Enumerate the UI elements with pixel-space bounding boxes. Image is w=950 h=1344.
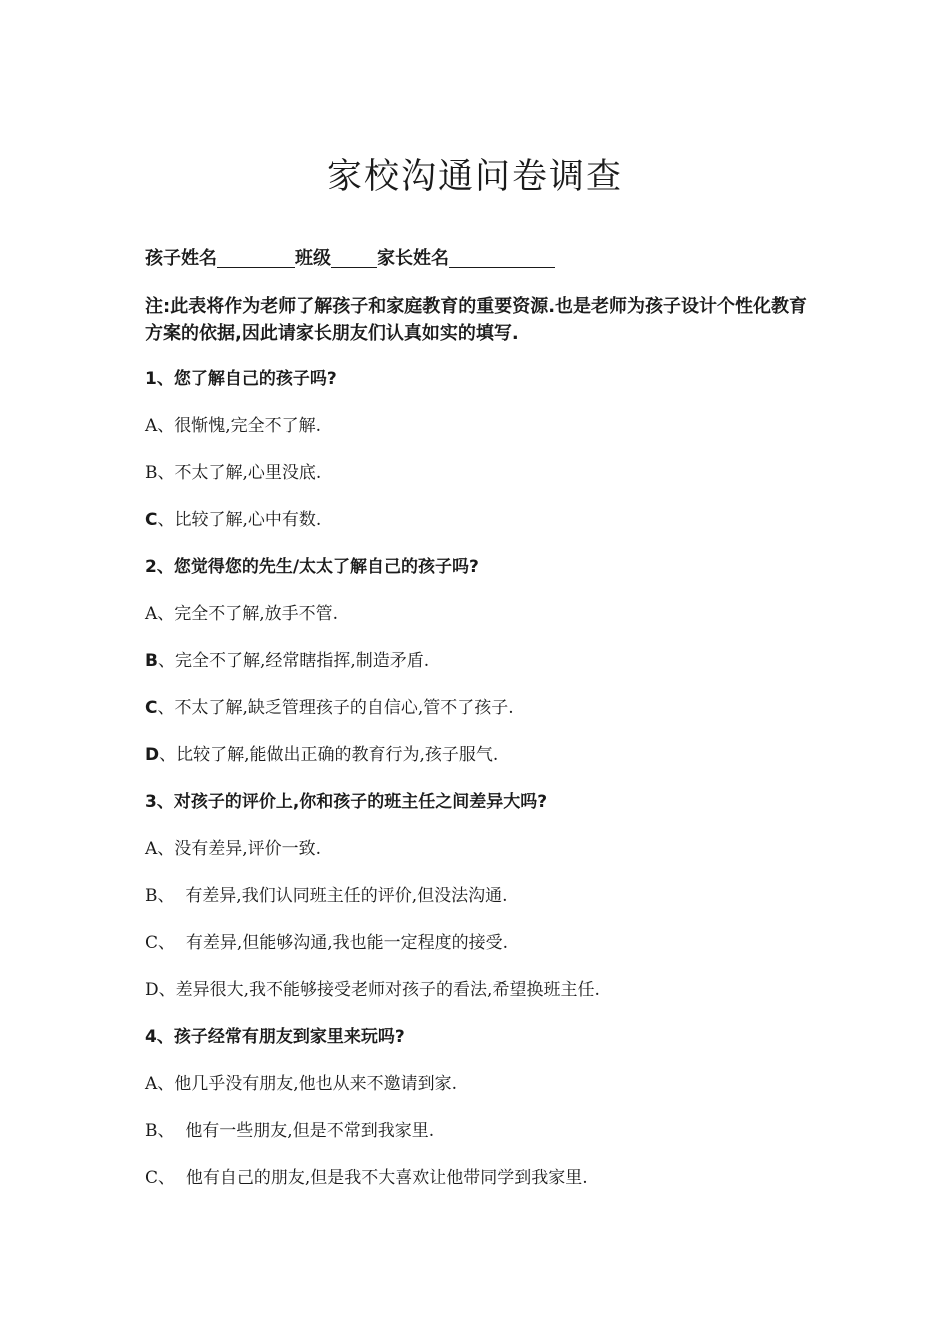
- option-text: 不太了解,心里没底.: [174, 463, 322, 483]
- option-text: 没有差异,评价一致.: [174, 839, 322, 859]
- option-letter: A: [145, 604, 158, 624]
- option-q1-2[interactable]: [145, 507, 810, 554]
- option-letter: C: [145, 933, 159, 953]
- option-q3-1[interactable]: [145, 883, 810, 930]
- question-4: 4、孩子经常有朋友到家里来玩吗?: [145, 1027, 405, 1047]
- option-letter: B: [145, 463, 158, 483]
- class-label: 班级: [295, 248, 331, 269]
- option-text: 他有一些朋友,但是不常到我家里.: [185, 1121, 435, 1141]
- class-blank[interactable]: [331, 247, 377, 268]
- option-letter: D: [145, 980, 159, 1000]
- option-q1-0[interactable]: [145, 413, 810, 460]
- option-separator: 、: [157, 698, 175, 718]
- option-q4-1[interactable]: [145, 1118, 810, 1165]
- option-separator: 、: [157, 604, 175, 624]
- option-q4-2[interactable]: [145, 1165, 810, 1212]
- option-letter: A: [145, 839, 158, 859]
- option-q2-2[interactable]: [145, 695, 810, 742]
- option-letter: C: [145, 698, 158, 718]
- option-letter: B: [145, 1121, 158, 1141]
- option-separator: 、: [157, 510, 175, 530]
- option-text: 比较了解,心中有数.: [174, 510, 322, 530]
- option-q3-3[interactable]: [145, 977, 810, 1024]
- option-separator: 、: [158, 933, 186, 953]
- option-text: 完全不了解,放手不管.: [174, 604, 339, 624]
- survey-body: [145, 246, 810, 1212]
- option-separator: 、: [159, 745, 177, 765]
- question-3: 3、对孩子的评价上,你和孩子的班主任之间差异大吗?: [145, 792, 548, 812]
- option-separator: 、: [157, 839, 175, 859]
- option-separator: 、: [158, 1168, 186, 1188]
- option-letter: D: [145, 745, 160, 765]
- parent-name-blank[interactable]: [449, 247, 555, 268]
- option-text: 他几乎没有朋友,他也从来不邀请到家.: [174, 1074, 458, 1094]
- option-q2-3[interactable]: [145, 742, 810, 789]
- option-q2-1[interactable]: [145, 648, 810, 695]
- option-letter: A: [145, 1074, 158, 1094]
- option-text: 比较了解,能做出正确的教育行为,孩子服气.: [176, 745, 499, 765]
- child-name-label: 孩子姓名: [145, 248, 217, 269]
- survey-note: 注:此表将作为老师了解孩子和家庭教育的重要资源.也是老师为孩子设计个性化教育方案的依据,因此请家长朋友们认真如实的填写.: [145, 296, 808, 344]
- option-text: 有差异,我们认同班主任的评价,但没法沟通.: [185, 886, 508, 906]
- option-letter: C: [145, 1168, 159, 1188]
- question-1: 1、您了解自己的孩子吗?: [145, 369, 337, 389]
- option-separator: 、: [157, 416, 175, 436]
- spacer: [145, 347, 810, 366]
- option-letter: B: [145, 651, 158, 671]
- question-list: [145, 366, 810, 1212]
- option-q3-2[interactable]: [145, 930, 810, 977]
- option-text: 他有自己的朋友,但是我不大喜欢让他带同学到我家里.: [185, 1168, 588, 1188]
- option-text: 不太了解,缺乏管理孩子的自信心,管不了孩子.: [174, 698, 514, 718]
- question-2: 2、您觉得您的先生/太太了解自己的孩子吗?: [145, 557, 479, 577]
- option-q1-1[interactable]: [145, 460, 810, 507]
- option-text: 很惭愧,完全不了解.: [174, 416, 322, 436]
- document-title: 家校沟通问卷调查: [326, 157, 623, 198]
- option-text: 有差异,但能够沟通,我也能一定程度的接受.: [185, 933, 509, 953]
- option-text: 差异很大,我不能够接受老师对孩子的看法,希望换班主任.: [175, 980, 600, 1000]
- option-q4-0[interactable]: [145, 1071, 810, 1118]
- option-separator: 、: [157, 886, 186, 906]
- option-letter: A: [145, 416, 158, 436]
- option-separator: 、: [158, 980, 176, 1000]
- option-text: 完全不了解,经常瞎指挥,制造矛盾.: [174, 651, 430, 671]
- option-q2-0[interactable]: [145, 601, 810, 648]
- option-separator: 、: [157, 1121, 186, 1141]
- option-separator: 、: [157, 463, 175, 483]
- option-separator: 、: [157, 1074, 175, 1094]
- option-letter: C: [145, 510, 158, 530]
- option-q3-0[interactable]: [145, 836, 810, 883]
- option-letter: B: [145, 886, 158, 906]
- child-name-blank[interactable]: [217, 247, 295, 268]
- option-separator: 、: [157, 651, 175, 671]
- respondent-info-line: [145, 246, 810, 272]
- parent-name-label: 家长姓名: [377, 248, 449, 269]
